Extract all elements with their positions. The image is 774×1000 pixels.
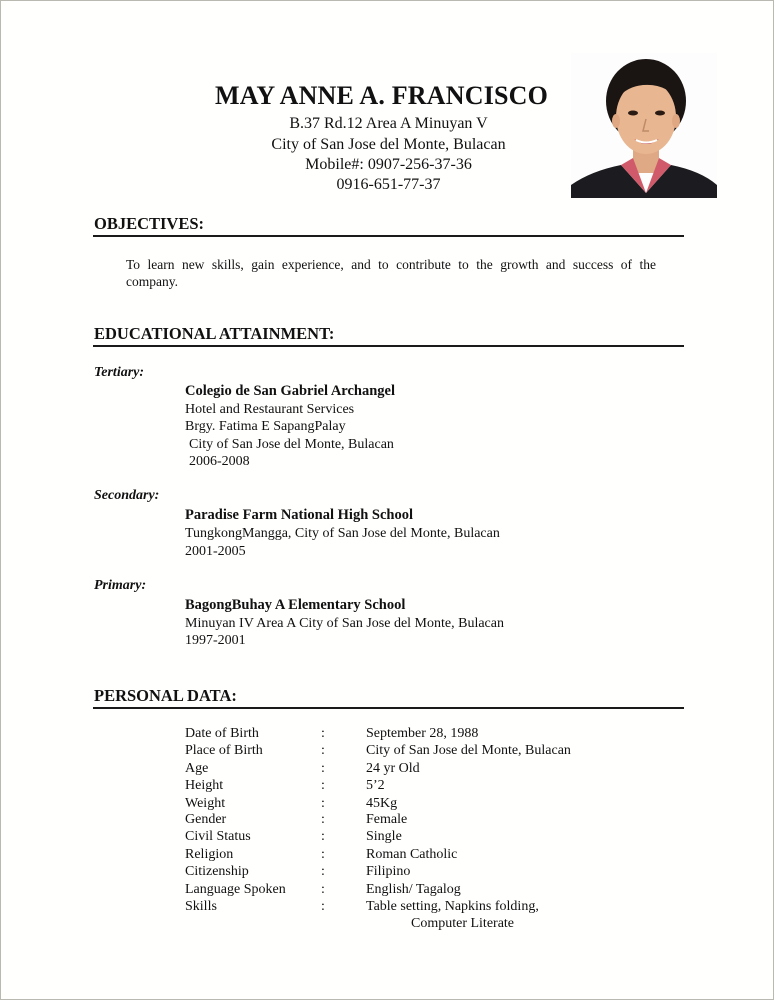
pd-label: Date of Birth [185, 726, 259, 741]
objectives-text: To learn new skills, gain experience, and to contribute to the growth and success of the company. [126, 257, 656, 289]
mobile-line-2: 0916-651-77-37 [336, 176, 441, 193]
pd-value: Filipino [366, 864, 411, 879]
pd-label: Weight [185, 796, 226, 811]
pd-colon: : [321, 761, 325, 776]
tertiary-label: Tertiary: [94, 365, 145, 380]
tertiary-school: Colegio de San Gabriel Archangel [185, 383, 395, 399]
address-line-1: B.37 Rd.12 Area A Minuyan V [289, 115, 488, 132]
tertiary-line: 2006-2008 [189, 454, 250, 469]
pd-value: Single [366, 829, 402, 844]
primary-label: Primary: [94, 578, 147, 593]
pd-value: Female [366, 812, 408, 827]
objectives-heading: OBJECTIVES: [94, 214, 205, 233]
pd-value: Table setting, Napkins folding, [366, 899, 539, 914]
pd-colon: : [321, 882, 325, 897]
pd-colon: : [321, 864, 325, 879]
pd-label: Height [185, 778, 224, 793]
pd-label: Gender [185, 812, 227, 827]
pd-colon: : [321, 847, 325, 862]
pd-value: 24 yr Old [366, 761, 420, 776]
pd-value: 45Kg [366, 796, 398, 811]
pd-value-continued: Computer Literate [411, 916, 515, 931]
pd-colon: : [321, 899, 325, 914]
pd-value: September 28, 1988 [366, 726, 479, 741]
education-heading: EDUCATIONAL ATTAINMENT: [94, 324, 335, 343]
pd-colon: : [321, 812, 325, 827]
address-line-2: City of San Jose del Monte, Bulacan [271, 136, 506, 153]
primary-line: Minuyan IV Area A City of San Jose del Monte, Bulacan [185, 616, 504, 631]
mobile-line-1: Mobile#: 0907-256-37-36 [305, 156, 472, 173]
pd-colon: : [321, 778, 325, 793]
secondary-label: Secondary: [94, 488, 160, 503]
pd-label: Civil Status [185, 829, 251, 844]
tertiary-line: Brgy. Fatima E SapangPalay [185, 419, 346, 434]
education-divider [93, 345, 684, 347]
pd-value: English/ Tagalog [366, 882, 461, 897]
pd-label: Age [185, 761, 209, 776]
secondary-line: TungkongMangga, City of San Jose del Monte, Bulacan [185, 526, 500, 541]
pd-colon: : [321, 726, 325, 741]
personal-data-heading: PERSONAL DATA: [94, 686, 237, 705]
pd-value: City of San Jose del Monte, Bulacan [366, 743, 571, 758]
pd-colon: : [321, 829, 325, 844]
pd-label: Citizenship [185, 864, 249, 879]
applicant-name: MAY ANNE A. FRANCISCO [215, 81, 549, 110]
primary-school: BagongBuhay A Elementary School [185, 597, 406, 613]
tertiary-line: Hotel and Restaurant Services [185, 402, 355, 417]
tertiary-line: City of San Jose del Monte, Bulacan [189, 437, 394, 452]
secondary-line: 2001-2005 [185, 544, 246, 559]
pd-label: Language Spoken [185, 882, 286, 897]
pd-value: Roman Catholic [366, 847, 458, 862]
pd-value: 5’2 [366, 778, 385, 793]
applicant-photo [571, 53, 717, 198]
objectives-divider [93, 235, 684, 237]
primary-line: 1997-2001 [185, 633, 246, 648]
pd-colon: : [321, 743, 325, 758]
pd-label: Religion [185, 847, 234, 862]
personal-data-divider [93, 707, 684, 709]
pd-colon: : [321, 796, 325, 811]
pd-label: Place of Birth [185, 743, 263, 758]
pd-label: Skills [185, 899, 217, 914]
secondary-school: Paradise Farm National High School [185, 507, 413, 523]
